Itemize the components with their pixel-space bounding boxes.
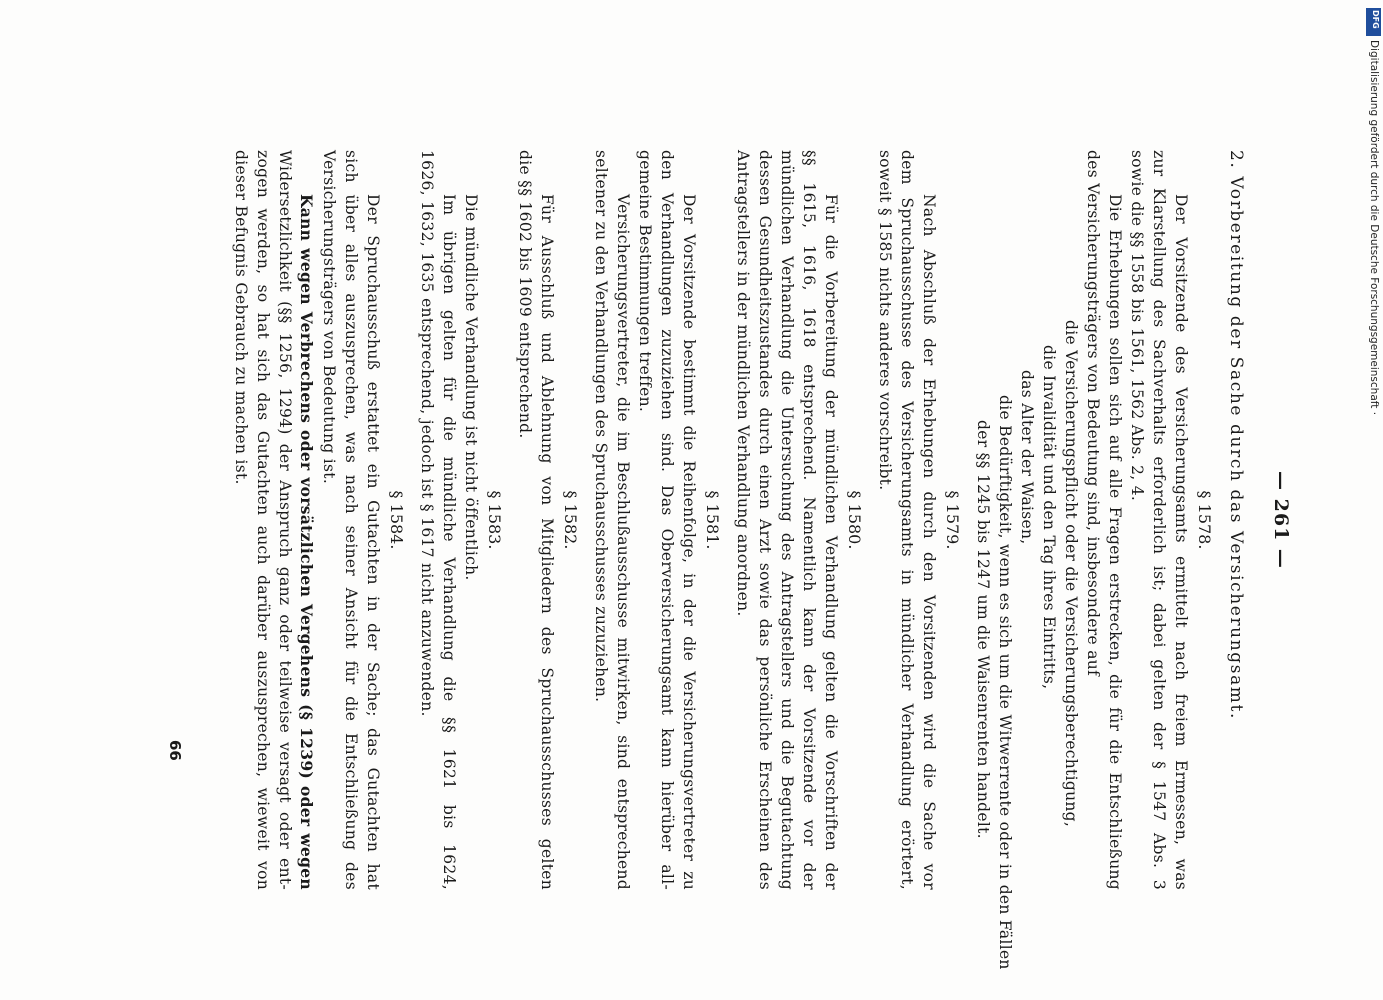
text-line: Für die Vorbereitung der mündlichen Verhandlung gelten die Vorschriften der: [822, 194, 840, 890]
text-line: Antragstellers in der mündlichen Verhandlung anordnen.: [734, 150, 752, 617]
text-line: den Verhandlungen zuzuziehen sind. Das Oberversicherungsamt kann hierüber all-: [658, 150, 676, 890]
folio-number: 66: [166, 740, 184, 761]
text-line: des Versicherungsträgers von Bedeutung sind, insbesondere auf: [1084, 150, 1102, 677]
text-line: Widersetzlichkeit (§§ 1256, 1294) der Anspruch ganz oder teilweise versagt oder ent-: [276, 150, 294, 890]
text-line: seltener zu den Verhandlungen des Spruchausschusses zuzuziehen.: [592, 150, 610, 703]
page-number-header: — 261 —: [1270, 471, 1292, 569]
paragraph-heading: § 1578.: [1195, 490, 1214, 550]
paragraph-heading: § 1581.: [703, 490, 722, 550]
text-line: zur Klarstellung des Sachverhalts erforderlich ist; dabei gelten der § 1547 Abs. 3: [1150, 150, 1168, 890]
text-line: das Alter der Waisen,: [1018, 370, 1036, 545]
paragraph-heading: § 1582.: [561, 490, 580, 550]
text-line: gemeine Bestimmungen treffen.: [636, 150, 654, 413]
text-line: Versicherungsvertreter, die im Beschlußausschusse mitwirken, sind entsprechend: [614, 194, 632, 890]
text-line: Für Ausschluß und Ablehnung von Mitgliedern des Spruchausschusses gelten: [538, 194, 556, 890]
text-line: Die Erhebungen sollen sich auf alle Fragen erstrecken, die für die Entschließung: [1106, 194, 1124, 890]
rotated-book-page: [150, 150, 1292, 970]
digitization-credit: Digitalisierung gefördert durch die Deutsche Forschungsgemeinschaft ·: [1368, 40, 1380, 416]
text-line: soweit § 1585 nichts anderes vorschreibt.: [876, 150, 894, 491]
paragraph-heading: § 1583.: [485, 490, 504, 550]
text-line: Der Spruchausschuß erstattet ein Gutachten in der Sache; das Gutachten hat: [364, 194, 382, 890]
text-line: Die mündliche Verhandlung ist nicht öffentlich.: [462, 194, 480, 581]
text-line: §§ 1615, 1616, 1618 entsprechend. Namentlich kann der Vorsitzende vor der: [800, 150, 818, 890]
section-title: 2. Vorbereitung der Sache durch das Versicherungsamt.: [1226, 150, 1246, 720]
text-line: Versicherungsträgers von Bedeutung ist.: [320, 150, 338, 485]
dfg-logo: DFG: [1366, 8, 1381, 36]
text-line: dem Spruchausschusse des Versicherungsamts in mündlicher Verhandlung erörtert,: [898, 150, 916, 890]
text-line: sowie die §§ 1558 bis 1561, 1562 Abs. 2, 4.: [1128, 150, 1146, 502]
text-line: mündlichen Verhandlung die Untersuchung des Antragstellers und die Begutachtung: [778, 150, 796, 890]
text-line: die Versicherungspflicht oder die Versicherungsberechtigung,: [1062, 320, 1080, 828]
text-line: die §§ 1602 bis 1609 entsprechend.: [516, 150, 534, 439]
paragraph-heading: § 1579.: [943, 490, 962, 550]
text-line: dessen Gesundheitszustandes durch einen Arzt sowie das persönliche Erscheinen des: [756, 150, 774, 890]
text-line: die Invalidität und den Tag ihres Eintritts,: [1040, 345, 1058, 690]
text-line: zogen werden, so hat sich das Gutachten auch darüber auszusprechen, wieweit von: [254, 150, 272, 890]
text-line: Nach Abschluß der Erhebungen durch den Vorsitzenden wird die Sache vor: [920, 194, 938, 890]
text-line: die Bedürftigkeit, wenn es sich um die Witwerrente oder in den Fällen: [996, 395, 1014, 970]
text-line: dieser Befugnis Gebrauch zu machen ist.: [232, 150, 250, 485]
text-line: Im übrigen gelten für die mündliche Verhandlung die §§ 1621 bis 1624,: [440, 194, 458, 890]
text-line: Der Vorsitzende bestimmt die Reihenfolge, in der die Versicherungsvertreter zu: [680, 194, 698, 890]
text-line: Der Vorsitzende des Versicherungsamts ermittelt nach freiem Ermessen, was: [1172, 194, 1190, 890]
text-line: sich über alles auszusprechen, was nach seiner Ansicht für die Entschließung des: [342, 150, 360, 890]
paragraph-heading: § 1584.: [387, 490, 406, 550]
text-line: der §§ 1245 bis 1247 um die Waisenrenten handelt.: [974, 420, 992, 839]
paragraph-heading: § 1580.: [845, 490, 864, 550]
text-line: 1626, 1632, 1635 entsprechend, jedoch ist § 1617 nicht anzuwenden.: [418, 150, 436, 717]
text-line: Kann wegen Verbrechens oder vorsätzlichen Vergehens (§ 1239) oder wegen: [297, 194, 316, 890]
